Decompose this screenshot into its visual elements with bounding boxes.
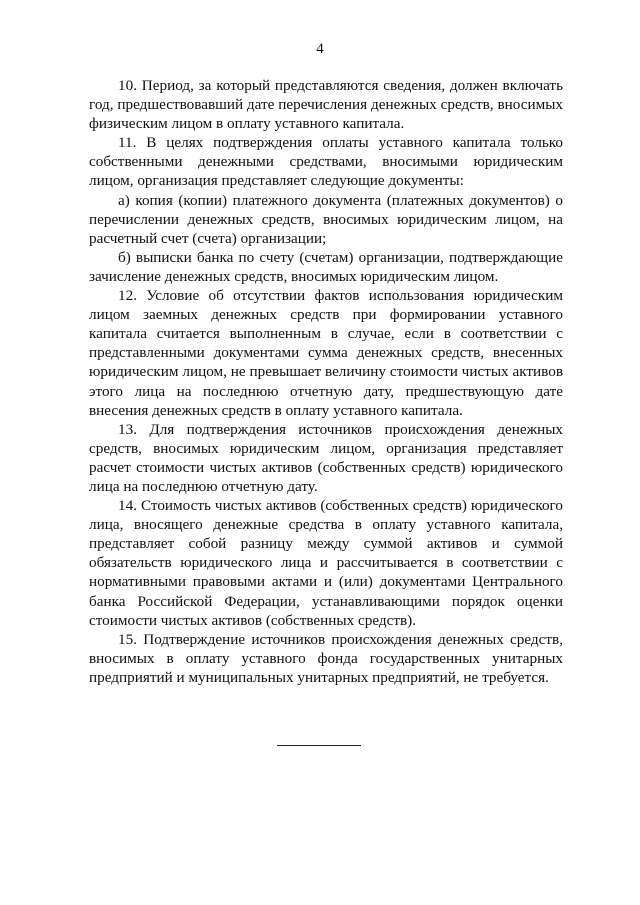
paragraph-14: 14. Стоимость чистых активов (собственных средств) юридического лица, вносящего денежные средства в оплату уставного капитала, представляет собой разницу между суммой активов и суммой обязательств юридического лица и рассчитывается в соответствии с нормативными правовыми актами и (или) документами Центрального банка Российской Федерации, устанавливающими порядок оценки стоимости чистых активов (собственных средств). (89, 497, 563, 629)
paragraph-11-item-b: б) выписки банка по счету (счетам) организации, подтверждающие зачисление денежных средств, вносимых юридическим лицом. (89, 248, 563, 285)
page-number: 4 (316, 41, 324, 57)
paragraph-15: 15. Подтверждение источников происхождения денежных средств, вносимых в оплату уставного фонда государственных унитарных предприятий и муниципальных унитарных предприятий, не требуется. (89, 630, 563, 686)
paragraph-11-item-a: а) копия (копии) платежного документа (платежных документов) о перечислении денежных средств, вносимых юридическим лицом, на расчетный счет (счета) организации; (89, 191, 563, 247)
end-of-document-rule (277, 745, 361, 746)
paragraph-13: 13. Для подтверждения источников происхождения денежных средств, вносимых юридическим лицом, организация представляет расчет стоимости чистых активов (собственных средств) юридического лица на последнюю отчетную дату. (89, 420, 563, 495)
paragraph-10: 10. Период, за который представляются сведения, должен включать год, предшествовавший дате перечисления денежных средств, вносимых физическим лицом в оплату уставного капитала. (89, 77, 563, 133)
paragraph-12: 12. Условие об отсутствии фактов использования юридическим лицом заемных денежных средств при формировании уставного капитала считается выполненным в случае, если в соответствии с представленными документами сумма денежных средств, внесенных юридическим лицом, не превышает величину стоимости чистых активов этого лица на последнюю отчетную дату, предшествующую дате внесения денежных средств в оплату уставного капитала. (89, 287, 563, 419)
paragraph-11: 11. В целях подтверждения оплаты уставного капитала только собственными денежными средствами, вносимыми юридическим лицом, организация представляет следующие документы: (89, 134, 563, 190)
document-body (89, 76, 563, 687)
